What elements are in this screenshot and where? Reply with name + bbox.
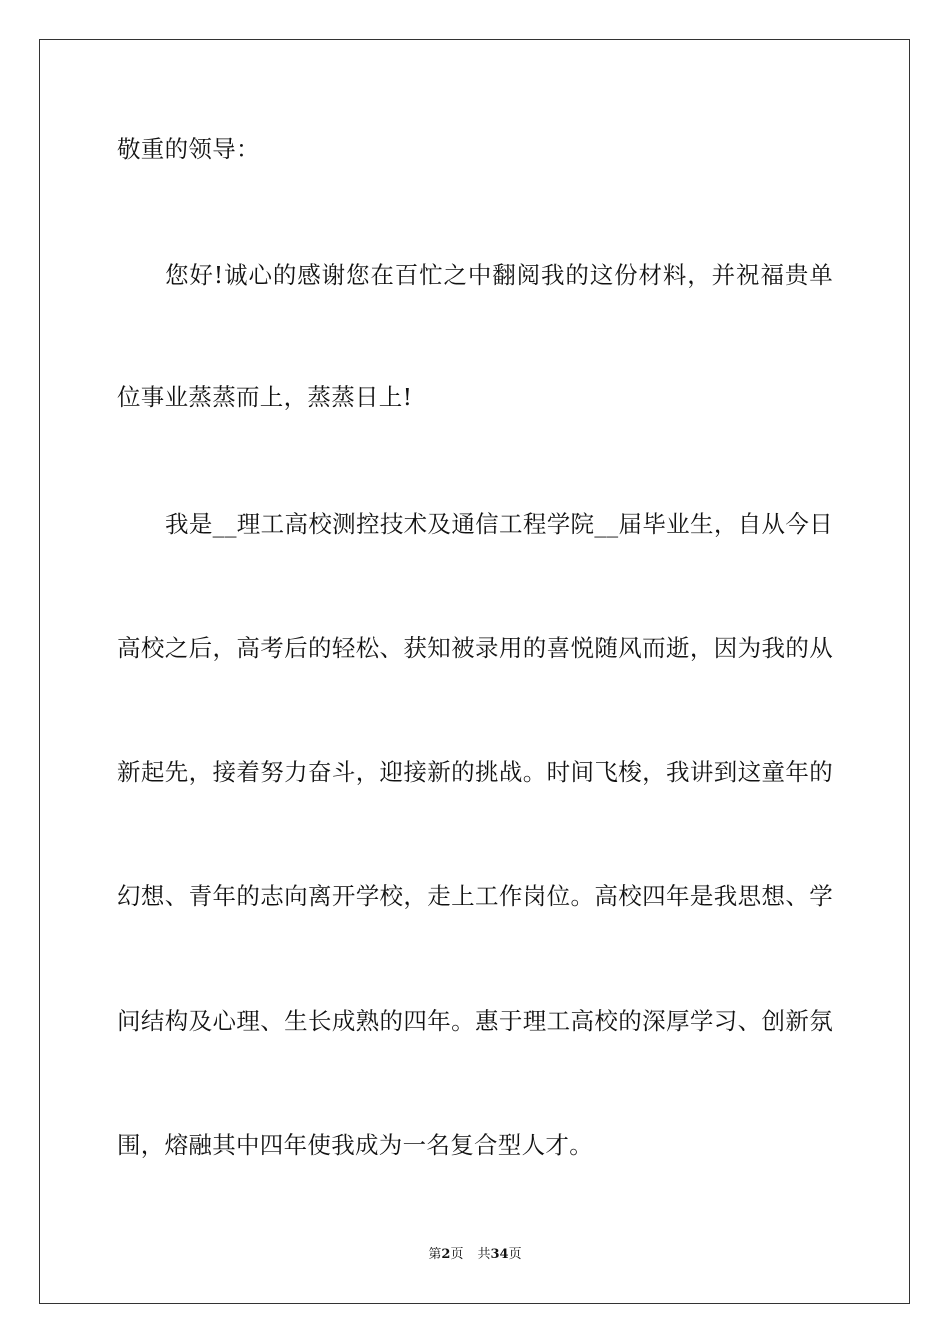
paragraph-2-line-6: 围，熔融其中四年使我成为一名复合型人才。 <box>117 1131 593 1159</box>
salutation: 敬重的领导： <box>117 135 260 163</box>
page-border <box>39 39 910 1304</box>
page-number: 2 <box>441 1247 451 1262</box>
page-prefix: 第 <box>428 1247 442 1262</box>
page-suffix: 页 <box>450 1247 464 1262</box>
paragraph-2-line-2: 高校之后，高考后的轻松、获知被录用的喜悦随风而逝，因为我的从 <box>117 634 833 662</box>
total-prefix: 共 <box>477 1247 491 1262</box>
paragraph-1-line-1: 您好!诚心的感谢您在百忙之中翻阅我的这份材料，并祝福贵单 <box>165 261 833 289</box>
page-footer <box>0 1247 950 1263</box>
total-pages: 34 <box>490 1247 509 1262</box>
paragraph-2-line-1: 我是__理工高校测控技术及通信工程学院__届毕业生，自从今日 <box>165 510 833 538</box>
total-suffix: 页 <box>508 1247 522 1262</box>
paragraph-2-line-5: 问结构及心理、生长成熟的四年。惠于理工高校的深厚学习、创新氛 <box>117 1007 833 1035</box>
paragraph-1-line-2: 位事业蒸蒸而上，蒸蒸日上! <box>117 383 413 411</box>
paragraph-2-line-4: 幻想、青年的志向离开学校，走上工作岗位。高校四年是我思想、学 <box>117 882 833 910</box>
paragraph-2-line-3: 新起先，接着努力奋斗，迎接新的挑战。时间飞梭，我讲到这童年的 <box>117 758 833 786</box>
